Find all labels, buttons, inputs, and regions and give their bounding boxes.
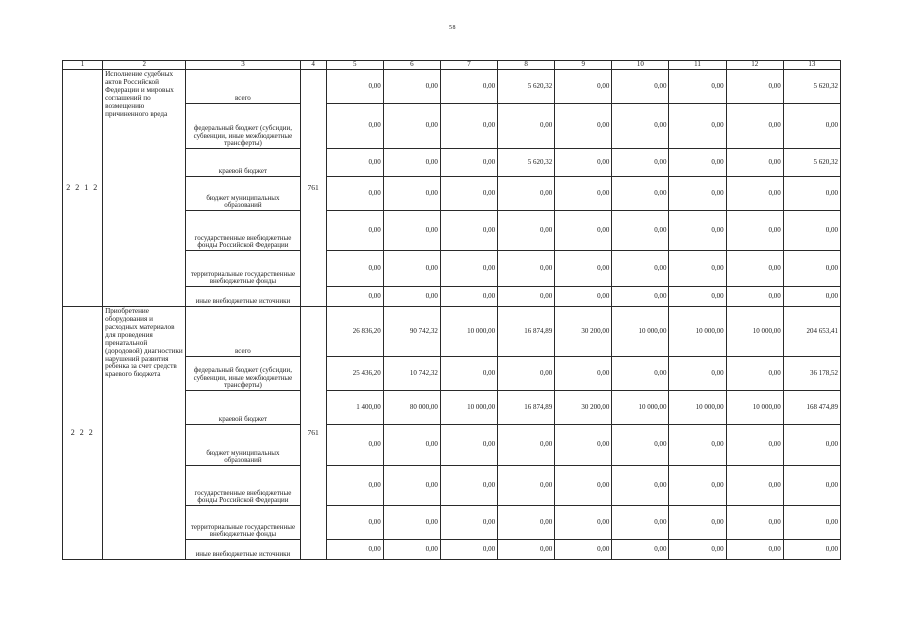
value-cell: 0,00	[383, 506, 440, 540]
value-cell: 0,00	[612, 287, 669, 307]
column-header: 10	[612, 61, 669, 70]
item-name: Исполнение судебных актов Российской Федерации и мировых соглашений по возмещению причиненного вреда	[103, 70, 186, 307]
value-cell: 0,00	[555, 149, 612, 177]
column-header: 9	[555, 61, 612, 70]
value-cell: 0,00	[669, 466, 726, 506]
value-cell: 0,00	[726, 70, 783, 104]
grbs-code: 761	[300, 70, 326, 307]
budget-table	[62, 60, 841, 560]
value-cell: 5 620,32	[498, 70, 555, 104]
value-cell: 0,00	[326, 540, 383, 560]
value-cell: 10 000,00	[440, 391, 497, 425]
value-cell: 0,00	[783, 466, 840, 506]
header-row	[63, 61, 841, 70]
table-row	[63, 307, 841, 357]
column-header: 13	[783, 61, 840, 70]
value-cell: 0,00	[498, 425, 555, 466]
value-cell: 0,00	[612, 211, 669, 251]
column-header: 2	[103, 61, 186, 70]
funding-source: бюджет муниципальных образований	[186, 177, 300, 211]
value-cell: 5 620,32	[783, 149, 840, 177]
value-cell: 80 000,00	[383, 391, 440, 425]
value-cell: 0,00	[726, 251, 783, 287]
page-number: 58	[449, 25, 456, 31]
funding-source: государственные внебюджетные фонды Российской Федерации	[186, 211, 300, 251]
value-cell: 0,00	[669, 149, 726, 177]
value-cell: 0,00	[726, 540, 783, 560]
value-cell: 36 178,52	[783, 357, 840, 391]
value-cell: 0,00	[669, 104, 726, 149]
value-cell: 0,00	[783, 251, 840, 287]
value-cell: 0,00	[383, 287, 440, 307]
value-cell: 0,00	[326, 104, 383, 149]
value-cell: 10 000,00	[669, 307, 726, 357]
value-cell: 0,00	[326, 251, 383, 287]
funding-source: бюджет муниципальных образований	[186, 425, 300, 466]
column-header: 12	[726, 61, 783, 70]
value-cell: 0,00	[612, 540, 669, 560]
value-cell: 0,00	[326, 70, 383, 104]
value-cell: 0,00	[383, 251, 440, 287]
value-cell: 0,00	[326, 425, 383, 466]
value-cell: 0,00	[498, 466, 555, 506]
value-cell: 1 400,00	[326, 391, 383, 425]
value-cell: 10 000,00	[612, 391, 669, 425]
value-cell: 0,00	[440, 287, 497, 307]
value-cell: 0,00	[498, 540, 555, 560]
value-cell: 0,00	[726, 149, 783, 177]
funding-source: федеральный бюджет (субсидии, субвенции, иные межбюджетные трансферты)	[186, 104, 300, 149]
value-cell: 0,00	[326, 287, 383, 307]
value-cell: 0,00	[326, 211, 383, 251]
value-cell: 0,00	[440, 70, 497, 104]
funding-source: краевой бюджет	[186, 391, 300, 425]
column-header: 8	[498, 61, 555, 70]
column-header: 1	[63, 61, 103, 70]
value-cell: 0,00	[669, 425, 726, 466]
value-cell: 0,00	[612, 70, 669, 104]
column-header: 11	[669, 61, 726, 70]
value-cell: 0,00	[726, 177, 783, 211]
grbs-code: 761	[300, 307, 326, 560]
value-cell: 10 000,00	[726, 307, 783, 357]
value-cell: 16 874,89	[498, 307, 555, 357]
value-cell: 0,00	[440, 425, 497, 466]
funding-source: государственные внебюджетные фонды Российской Федерации	[186, 466, 300, 506]
funding-source: иные внебюджетные источники	[186, 540, 300, 560]
value-cell: 0,00	[726, 466, 783, 506]
value-cell: 0,00	[612, 425, 669, 466]
value-cell: 90 742,32	[383, 307, 440, 357]
value-cell: 0,00	[498, 287, 555, 307]
value-cell: 0,00	[669, 70, 726, 104]
value-cell: 0,00	[612, 466, 669, 506]
funding-source: краевой бюджет	[186, 149, 300, 177]
funding-source: всего	[186, 307, 300, 357]
value-cell: 0,00	[669, 287, 726, 307]
item-code: 2 2 2	[63, 307, 103, 560]
value-cell: 0,00	[726, 104, 783, 149]
value-cell: 0,00	[440, 506, 497, 540]
value-cell: 0,00	[783, 506, 840, 540]
value-cell: 0,00	[383, 466, 440, 506]
value-cell: 0,00	[783, 177, 840, 211]
value-cell: 25 436,20	[326, 357, 383, 391]
value-cell: 5 620,32	[498, 149, 555, 177]
value-cell: 0,00	[555, 540, 612, 560]
value-cell: 0,00	[383, 104, 440, 149]
value-cell: 0,00	[498, 211, 555, 251]
value-cell: 0,00	[555, 70, 612, 104]
value-cell: 26 836,20	[326, 307, 383, 357]
value-cell: 0,00	[555, 287, 612, 307]
value-cell: 0,00	[783, 211, 840, 251]
value-cell: 0,00	[783, 540, 840, 560]
table-body	[63, 70, 841, 560]
value-cell: 0,00	[612, 506, 669, 540]
value-cell: 0,00	[440, 177, 497, 211]
value-cell: 10 000,00	[440, 307, 497, 357]
value-cell: 0,00	[498, 506, 555, 540]
value-cell: 0,00	[326, 466, 383, 506]
value-cell: 0,00	[612, 251, 669, 287]
value-cell: 0,00	[555, 211, 612, 251]
value-cell: 0,00	[555, 425, 612, 466]
funding-source: территориальные государственные внебюджетные фонды	[186, 251, 300, 287]
value-cell: 0,00	[440, 104, 497, 149]
column-header: 7	[440, 61, 497, 70]
value-cell: 0,00	[383, 211, 440, 251]
column-header: 6	[383, 61, 440, 70]
column-header: 4	[300, 61, 326, 70]
funding-source: всего	[186, 70, 300, 104]
value-cell: 0,00	[440, 540, 497, 560]
value-cell: 0,00	[555, 357, 612, 391]
value-cell: 0,00	[726, 357, 783, 391]
value-cell: 30 200,00	[555, 307, 612, 357]
funding-source: территориальные государственные внебюджетные фонды	[186, 506, 300, 540]
table-row	[63, 70, 841, 104]
funding-source: федеральный бюджет (субсидии, субвенции, иные межбюджетные трансферты)	[186, 357, 300, 391]
value-cell: 0,00	[612, 357, 669, 391]
value-cell: 0,00	[669, 177, 726, 211]
value-cell: 0,00	[669, 540, 726, 560]
value-cell: 0,00	[440, 251, 497, 287]
value-cell: 0,00	[555, 177, 612, 211]
value-cell: 0,00	[440, 466, 497, 506]
value-cell: 0,00	[783, 425, 840, 466]
column-header: 3	[186, 61, 300, 70]
value-cell: 0,00	[669, 251, 726, 287]
value-cell: 0,00	[726, 287, 783, 307]
value-cell: 16 874,89	[498, 391, 555, 425]
funding-source: иные внебюджетные источники	[186, 287, 300, 307]
value-cell: 10 742,32	[383, 357, 440, 391]
value-cell: 0,00	[440, 211, 497, 251]
value-cell: 0,00	[783, 287, 840, 307]
value-cell: 0,00	[326, 506, 383, 540]
value-cell: 168 474,89	[783, 391, 840, 425]
value-cell: 0,00	[326, 177, 383, 211]
value-cell: 0,00	[669, 357, 726, 391]
value-cell: 0,00	[498, 177, 555, 211]
value-cell: 0,00	[726, 506, 783, 540]
value-cell: 0,00	[612, 177, 669, 211]
value-cell: 0,00	[383, 149, 440, 177]
value-cell: 30 200,00	[555, 391, 612, 425]
value-cell: 0,00	[440, 149, 497, 177]
value-cell: 10 000,00	[726, 391, 783, 425]
value-cell: 0,00	[440, 357, 497, 391]
value-cell: 0,00	[326, 149, 383, 177]
value-cell: 0,00	[383, 177, 440, 211]
item-code: 2 2 1 2	[63, 70, 103, 307]
value-cell: 0,00	[783, 104, 840, 149]
column-header: 5	[326, 61, 383, 70]
value-cell: 0,00	[555, 104, 612, 149]
value-cell: 0,00	[555, 251, 612, 287]
value-cell: 0,00	[726, 425, 783, 466]
value-cell: 0,00	[669, 506, 726, 540]
value-cell: 0,00	[498, 357, 555, 391]
value-cell: 0,00	[383, 425, 440, 466]
value-cell: 0,00	[498, 251, 555, 287]
item-name: Приобретение оборудования и расходных материалов для проведения пренатальной (дородовой) диагностики нарушений развития ребенка за счет средств краевого бюджета	[103, 307, 186, 560]
table-header	[63, 61, 841, 70]
value-cell: 5 620,32	[783, 70, 840, 104]
value-cell: 10 000,00	[612, 307, 669, 357]
value-cell: 0,00	[555, 506, 612, 540]
value-cell: 0,00	[612, 149, 669, 177]
value-cell: 10 000,00	[669, 391, 726, 425]
value-cell: 0,00	[612, 104, 669, 149]
value-cell: 0,00	[498, 104, 555, 149]
value-cell: 0,00	[726, 211, 783, 251]
value-cell: 0,00	[669, 211, 726, 251]
value-cell: 0,00	[555, 466, 612, 506]
value-cell: 0,00	[383, 70, 440, 104]
value-cell: 0,00	[383, 540, 440, 560]
value-cell: 204 653,41	[783, 307, 840, 357]
